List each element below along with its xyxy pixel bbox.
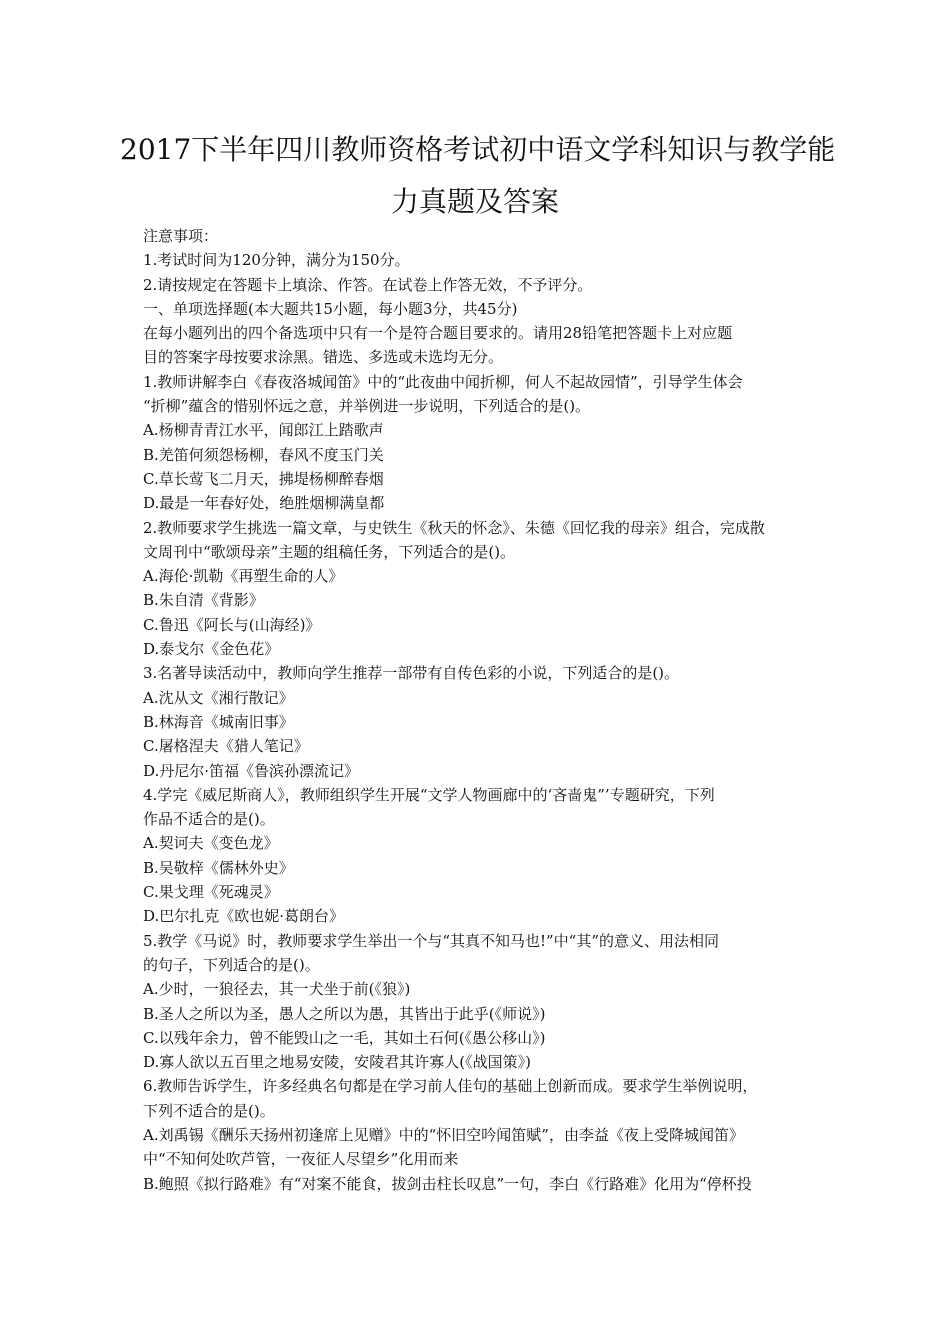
answer-option: 中“不知何处吹芦管，一夜征人尽望乡”化用而来 bbox=[143, 1150, 459, 1169]
question-stem: 2.教师要求学生挑选一篇文章，与史铁生《秋天的怀念》、朱德《回忆我的母亲》组合，完成散 bbox=[143, 518, 765, 537]
answer-option: D.巴尔扎克《欧也妮·葛朗台》 bbox=[143, 907, 345, 926]
notice-item: 1.考试时间为120分钟，满分为150分。 bbox=[143, 251, 410, 270]
answer-option: C.以残年余力，曾不能毁山之一毛，其如土石何(《愚公移山》) bbox=[143, 1028, 546, 1047]
answer-option: B.朱自清《背影》 bbox=[143, 591, 264, 610]
answer-option: A.刘禹锡《酬乐天扬州初逢席上见赠》中的“怀旧空吟闻笛赋”，由李益《夜上受降城闻笛》 bbox=[143, 1125, 744, 1144]
question-stem: 的句子，下列适合的是()。 bbox=[143, 955, 320, 974]
question-stem: “折柳”蕴含的惜别怀远之意，并举例进一步说明，下列适合的是()。 bbox=[143, 397, 591, 416]
answer-option: B.圣人之所以为圣，愚人之所以为愚，其皆出于此乎(《师说》) bbox=[143, 1004, 546, 1023]
notice-heading: 注意事项： bbox=[143, 227, 219, 245]
question-stem: 6.教师告诉学生，许多经典名句都是在学习前人佳句的基础上创新而成。要求学生举例说明， bbox=[143, 1077, 758, 1096]
answer-option: D.泰戈尔《金色花》 bbox=[143, 640, 280, 659]
answer-option: A.少时，一狼径去，其一犬坐于前(《狼》) bbox=[143, 980, 411, 999]
answer-option: C.屠格涅夫《猎人笔记》 bbox=[143, 737, 309, 756]
answer-option: D.最是一年春好处，绝胜烟柳满皇都 bbox=[143, 494, 385, 513]
answer-option: A.沈从文《湘行散记》 bbox=[143, 688, 294, 707]
answer-option: D.寡人欲以五百里之地易安陵，安陵君其许寡人(《战国策》) bbox=[143, 1053, 531, 1072]
answer-option: B.吴敬梓《儒林外史》 bbox=[143, 858, 294, 877]
answer-option: B.林海音《城南旧事》 bbox=[143, 712, 294, 731]
document-title-line-1: 2017下半年四川教师资格考试初中语文学科知识与教学能 bbox=[120, 133, 836, 166]
answer-option: C.草长莺飞二月天，拂堤杨柳醉春烟 bbox=[143, 469, 384, 488]
answer-option: C.鲁迅《阿长与(山海经)》 bbox=[143, 615, 321, 634]
answer-option: D.丹尼尔·笛福《鲁滨孙漂流记》 bbox=[143, 761, 360, 780]
question-stem: 作品不适合的是()。 bbox=[143, 810, 275, 829]
section-instruction: 在每小题列出的四个备选项中只有一个是符合题目要求的。请用28铅笔把答题卡上对应题 bbox=[143, 324, 733, 343]
section-heading: 一、单项选择题(本大题共15小题，每小题3分，共45分) bbox=[143, 299, 518, 318]
question-stem: 5.教学《马说》时，教师要求学生举出一个与“其真不知马也!”中“其”的意义、用法相同 bbox=[143, 931, 720, 950]
document-title-line-2: 力真题及答案 bbox=[390, 185, 559, 218]
answer-option: A.契诃夫《变色龙》 bbox=[143, 834, 279, 853]
question-stem: 下列不适合的是()。 bbox=[143, 1101, 275, 1120]
answer-option: B.羌笛何须怨杨柳，春风不度玉门关 bbox=[143, 445, 384, 464]
question-stem: 3.名著导读活动中，教师向学生推荐一部带有自传色彩的小说，下列适合的是()。 bbox=[143, 664, 680, 683]
section-instruction: 目的答案字母按要求涂黑。错选、多选或未选均无分。 bbox=[143, 348, 504, 367]
answer-option: C.果戈理《死魂灵》 bbox=[143, 883, 279, 902]
question-stem: 1.教师讲解李白《春夜洛城闻笛》中的“此夜曲中闻折柳，何人不起故园情”，引导学生体会 bbox=[143, 372, 743, 391]
answer-option: B.鲍照《拟行路难》有“对案不能食，拔剑击柱长叹息”一句，李白《行路难》化用为“停杯投 bbox=[143, 1174, 752, 1193]
question-stem: 4.学完《威尼斯商人》，教师组织学生开展“文学人物画廊中的‘吝啬鬼”’专题研究，下列 bbox=[143, 785, 715, 804]
answer-option: A.海伦·凯勒《再塑生命的人》 bbox=[143, 567, 344, 586]
notice-item: 2.请按规定在答题卡上填涂、作答。在试卷上作答无效，不予评分。 bbox=[143, 275, 593, 294]
answer-option: A.杨柳青青江水平，闻郎江上踏歌声 bbox=[143, 421, 384, 440]
document-body bbox=[143, 224, 823, 1196]
question-stem: 文周刊中“歌颂母亲”主题的组稿任务，下列适合的是()。 bbox=[143, 542, 516, 561]
